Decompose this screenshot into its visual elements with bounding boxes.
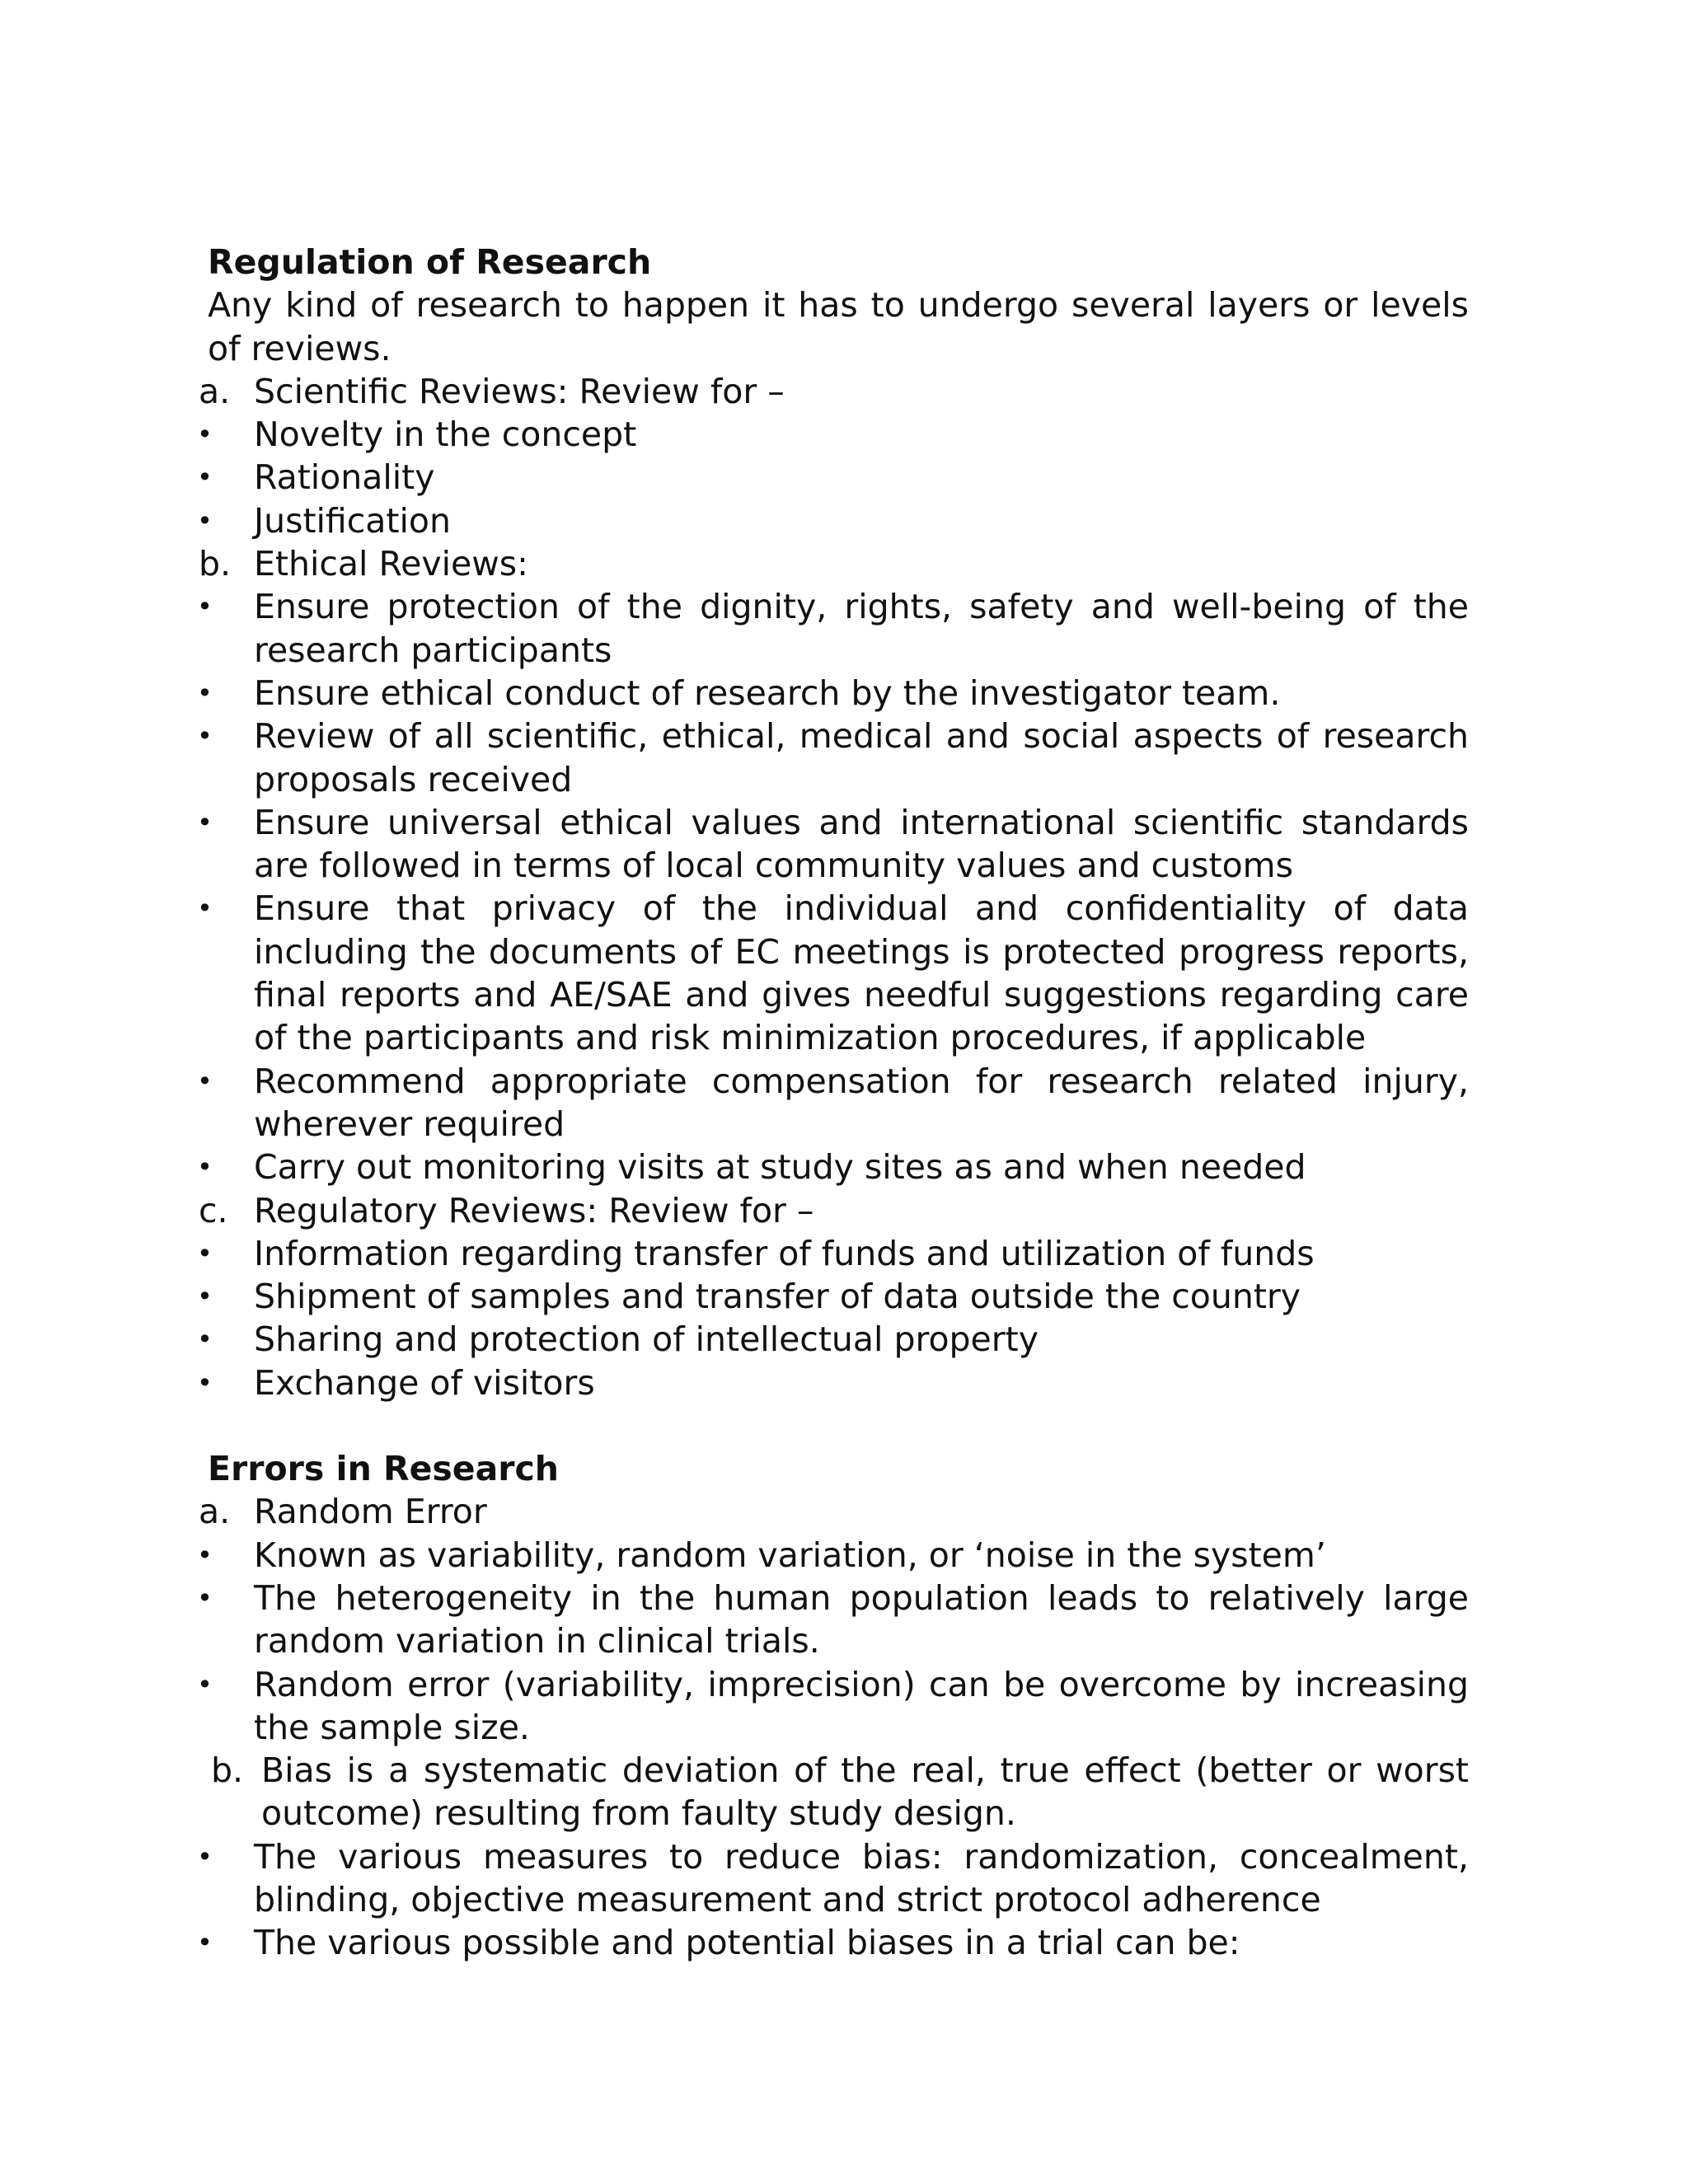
bullet-icon: • xyxy=(197,677,213,709)
list-item-regulatory xyxy=(199,1189,1469,1232)
bullet-icon: • xyxy=(197,1927,213,1959)
bullet-icon: • xyxy=(197,720,213,752)
bullet-icon: • xyxy=(197,1281,213,1313)
bullet-item xyxy=(197,1534,1469,1577)
bullet-icon: • xyxy=(197,462,213,494)
bullet-item xyxy=(197,1361,1469,1404)
list-item-scientific xyxy=(199,370,1469,413)
list-marker: b. xyxy=(199,544,232,584)
bullet-text: Information regarding transfer of funds and utilization of funds xyxy=(254,1233,1315,1273)
bullet-text: Carry out monitoring visits at study sites as and when needed xyxy=(254,1147,1306,1188)
bullet-icon: • xyxy=(197,591,213,623)
bullet-text: Novelty in the concept xyxy=(254,415,637,455)
bullet-item xyxy=(197,413,1469,456)
bullet-item xyxy=(197,672,1469,715)
bullet-icon: • xyxy=(197,1668,213,1700)
bullet-item xyxy=(197,1921,1469,1964)
bullet-icon: • xyxy=(197,504,213,537)
section-heading-regulation: Regulation of Research xyxy=(208,242,652,282)
bullet-text: Ensure universal ethical values and international scientific standards are followed in terms of local community values and customs xyxy=(254,802,1469,886)
bullet-text: The various measures to reduce bias: randomization, concealment, blinding, objective measurement and strict protocol adherence xyxy=(254,1836,1469,1919)
bullet-text: The heterogeneity in the human population leads to relatively large random variation in clinical trials. xyxy=(254,1577,1469,1661)
bullet-text: Ensure ethical conduct of research by the investigator team. xyxy=(254,673,1281,713)
bullet-item xyxy=(197,1318,1469,1361)
list-item-ethical xyxy=(199,542,1469,585)
bullet-icon: • xyxy=(197,1539,213,1571)
list-marker: a. xyxy=(199,371,231,411)
list-item-label: Bias is a systematic deviation of the real, true effect (better or worst outcome) resulting from faulty study design. xyxy=(261,1750,1469,1834)
bullet-item xyxy=(197,1835,1469,1922)
intro-paragraph: Any kind of research to happen it has to undergo several layers or levels of reviews. xyxy=(208,285,1469,368)
bullet-text: Ensure that privacy of the individual and confidentiality of data including the documents of EC meetings is protected progress reports, final reports and AE/SAE and gives needful suggestions regarding care of the participants and risk minimization procedures, if applicable xyxy=(254,888,1469,1058)
list-marker: b. xyxy=(211,1750,244,1791)
bullet-text: Rationality xyxy=(254,457,435,498)
section-spacer xyxy=(208,1404,1469,1447)
document-page xyxy=(197,241,1469,1965)
list-item-label: Scientific Reviews: Review for – xyxy=(254,371,785,411)
bullet-icon: • xyxy=(197,1840,213,1872)
bullet-text: The various possible and potential biases in a trial can be: xyxy=(254,1923,1240,1963)
bullet-item xyxy=(197,499,1469,542)
bullet-item xyxy=(197,585,1469,672)
bullet-text: Shipment of samples and transfer of data outside the country xyxy=(254,1277,1301,1317)
bullet-icon: • xyxy=(197,1582,213,1614)
bullet-icon: • xyxy=(197,893,213,925)
bullet-item xyxy=(197,1577,1469,1663)
bullet-icon: • xyxy=(197,1366,213,1399)
section-heading-errors: Errors in Research xyxy=(208,1449,559,1489)
bullet-icon: • xyxy=(197,806,213,838)
bullet-item xyxy=(197,801,1469,888)
bullet-icon: • xyxy=(197,419,213,451)
list-marker: a. xyxy=(199,1492,231,1532)
list-item-bias xyxy=(208,1749,1469,1835)
bullet-text: Review of all scientific, ethical, medical and social aspects of research proposals received xyxy=(254,716,1469,799)
list-item-random-error xyxy=(199,1490,1469,1533)
bullet-item xyxy=(197,1275,1469,1318)
bullet-text: Known as variability, random variation, or ‘noise in the system’ xyxy=(254,1535,1326,1575)
bullet-item xyxy=(197,715,1469,801)
bullet-icon: • xyxy=(197,1065,213,1097)
list-marker: c. xyxy=(199,1190,228,1230)
bullet-text: Ensure protection of the dignity, rights, safety and well-being of the research participants xyxy=(254,587,1469,670)
bullet-item xyxy=(197,887,1469,1059)
bullet-icon: • xyxy=(197,1324,213,1356)
list-item-label: Random Error xyxy=(254,1492,487,1532)
bullet-item xyxy=(197,1663,1469,1750)
list-item-label: Regulatory Reviews: Review for – xyxy=(254,1190,814,1230)
bullet-item xyxy=(197,1060,1469,1146)
bullet-item xyxy=(197,1146,1469,1188)
bullet-text: Justification xyxy=(254,500,451,541)
bullet-text: Recommend appropriate compensation for research related injury, wherever required xyxy=(254,1061,1469,1144)
bullet-text: Random error (variability, imprecision) can be overcome by increasing the sample size. xyxy=(254,1664,1469,1747)
bullet-item xyxy=(197,456,1469,499)
bullet-item xyxy=(197,1232,1469,1275)
bullet-text: Exchange of visitors xyxy=(254,1362,595,1403)
bullet-icon: • xyxy=(197,1151,213,1183)
list-item-label: Ethical Reviews: xyxy=(254,544,528,584)
bullet-text: Sharing and protection of intellectual property xyxy=(254,1319,1039,1360)
bullet-icon: • xyxy=(197,1237,213,1269)
